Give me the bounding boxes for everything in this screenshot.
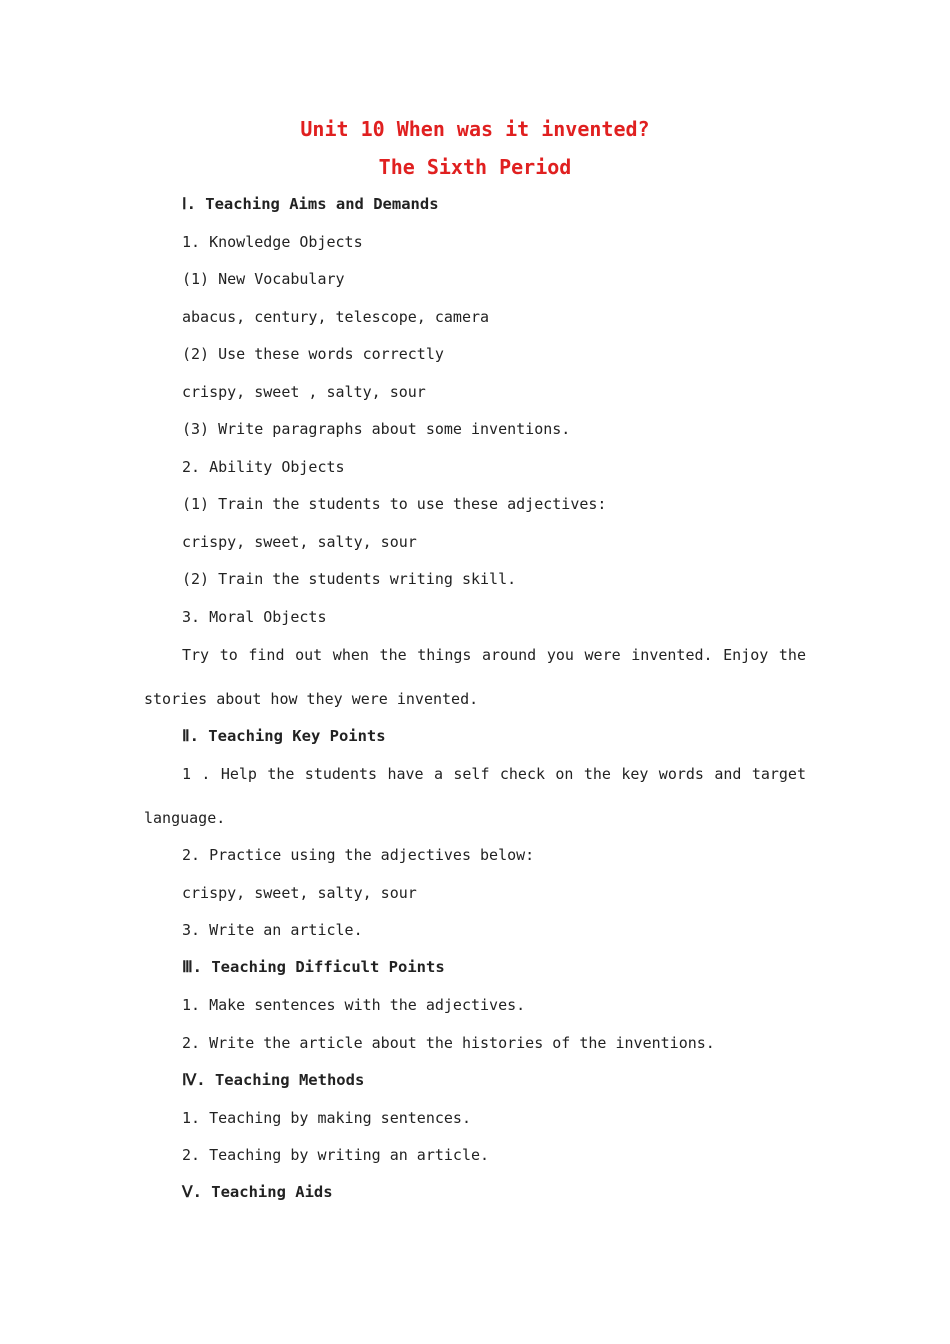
section-heading-aims: Ⅰ. Teaching Aims and Demands — [182, 195, 439, 213]
key-point-1-line2: language. — [144, 809, 226, 827]
method-2: 2. Teaching by writing an article. — [182, 1146, 490, 1164]
write-paragraphs-item: (3) Write paragraphs about some inventions. — [182, 420, 571, 438]
knowledge-objects-title: 1. Knowledge Objects — [182, 233, 363, 251]
section-heading-difficult-points: Ⅲ. Teaching Difficult Points — [182, 958, 445, 976]
section-heading-aids: Ⅴ. Teaching Aids — [182, 1183, 333, 1201]
key-point-2-words: crispy, sweet, salty, sour — [182, 884, 417, 902]
train-adjectives-item: (1) Train the students to use these adjectives: — [182, 495, 607, 513]
new-vocabulary-title: (1) New Vocabulary — [182, 270, 345, 288]
section-heading-key-points: Ⅱ. Teaching Key Points — [182, 727, 386, 745]
new-vocabulary-words: abacus, century, telescope, camera — [182, 308, 490, 326]
key-point-3: 3. Write an article. — [182, 921, 363, 939]
use-words-list: crispy, sweet , salty, sour — [182, 383, 426, 401]
key-point-1-line1: 1 . Help the students have a self check on the key words and target — [182, 765, 806, 783]
document-title: Unit 10 When was it invented? — [300, 117, 650, 141]
ability-objects-title: 2. Ability Objects — [182, 458, 345, 476]
method-1: 1. Teaching by making sentences. — [182, 1109, 471, 1127]
train-adjectives-words: crispy, sweet, salty, sour — [182, 533, 417, 551]
document-subtitle: The Sixth Period — [378, 155, 572, 179]
difficult-point-1: 1. Make sentences with the adjectives. — [182, 996, 526, 1014]
key-point-2: 2. Practice using the adjectives below: — [182, 846, 535, 864]
section-heading-methods: Ⅳ. Teaching Methods — [182, 1071, 365, 1089]
moral-objects-text-line2: stories about how they were invented. — [144, 690, 479, 708]
moral-objects-title: 3. Moral Objects — [182, 608, 327, 626]
difficult-point-2: 2. Write the article about the histories of the inventions. — [182, 1034, 715, 1052]
train-writing-item: (2) Train the students writing skill. — [182, 570, 517, 588]
use-words-title: (2) Use these words correctly — [182, 345, 444, 363]
moral-objects-text-line1: Try to find out when the things around you were invented. Enjoy the — [182, 646, 806, 664]
